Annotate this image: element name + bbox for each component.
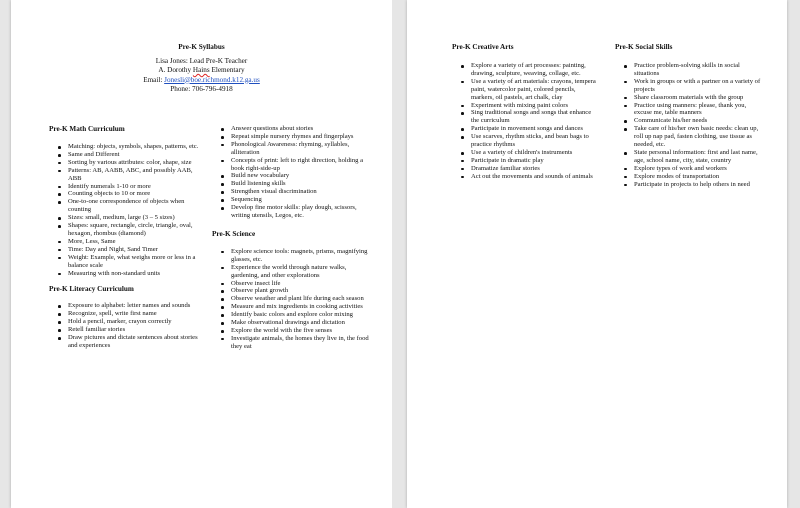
list-item: Act out the movements and sounds of animals xyxy=(452,173,600,181)
list-item: Identify numerals 1-10 or more xyxy=(49,183,201,191)
list-item: Experience the world through nature walks, gardening, and other explorations xyxy=(212,264,374,280)
list-item: Recognize, spell, write first name xyxy=(49,310,201,318)
phone-line: Phone: 706-796-4918 xyxy=(170,85,233,93)
list-item: Shapes: square, rectangle, circle, triangle, oval, hexagon, rhombus (diamond) xyxy=(49,222,201,238)
list-item: Observe insect life xyxy=(212,280,374,288)
list-item: Answer questions about stories xyxy=(212,125,374,133)
list-item: Identify basic colors and explore color mixing xyxy=(212,311,374,319)
syllabus-header xyxy=(11,43,392,95)
list-item: Practice using manners: please, thank you, excuse me, table manners xyxy=(615,102,763,118)
email-line xyxy=(11,76,392,86)
page-title: Pre-K Syllabus xyxy=(178,43,225,51)
list-item: Explore types of work and workers xyxy=(615,165,763,173)
list-item: Hold a pencil, marker, crayon correctly xyxy=(49,318,201,326)
list-item: Counting objects to 10 or more xyxy=(49,190,201,198)
list-item: Patterns: AB, AABB, ABC, and possibly AAB, ABB xyxy=(49,167,201,183)
list-item: Participate in projects to help others in need xyxy=(615,181,763,189)
teacher-line: Lisa Jones: Lead Pre-K Teacher xyxy=(155,56,248,65)
list-item: Sing traditional songs and songs that enhance the curriculum xyxy=(452,109,600,125)
list-item: Participate in movement songs and dances xyxy=(452,125,600,133)
list-item: Matching: objects, symbols, shapes, patterns, etc. xyxy=(49,143,201,151)
list-item: Same and Different xyxy=(49,151,201,159)
social-list xyxy=(615,62,763,189)
list-item: Draw pictures and dictate sentences about stories and experiences xyxy=(49,334,201,350)
list-item: Take care of his/her own basic needs: clean up, roll up nap pad, fasten clothing, use tissue as needed, etc. xyxy=(615,125,763,149)
list-item: Measure and mix ingredients in cooking activities xyxy=(212,303,374,311)
email-label: Email: xyxy=(143,75,165,84)
list-item: Experiment with mixing paint colors xyxy=(452,102,600,110)
list-item: Sequencing xyxy=(212,196,374,204)
list-item: State personal information: first and last name, age, school name, city, state, country xyxy=(615,149,763,165)
list-item: Dramatize familiar stories xyxy=(452,165,600,173)
list-item: Use a variety of children's instruments xyxy=(452,149,600,157)
list-item: Exposure to alphabet: letter names and sounds xyxy=(49,302,201,310)
list-item: Practice problem-solving skills in social situations xyxy=(615,62,763,78)
literacy-continued-list xyxy=(212,125,374,220)
list-item: Measuring with non-standard units xyxy=(49,270,201,278)
list-item: Explore the world with the five senses xyxy=(212,327,374,335)
list-item: Time: Day and Night, Sand Timer xyxy=(49,246,201,254)
list-item: Phonological Awareness: rhyming, syllables, alliteration xyxy=(212,141,374,157)
list-item: Build new vocabulary xyxy=(212,172,374,180)
email-link[interactable]: Jonesli@boe.richmond.k12.ga.us xyxy=(164,75,260,84)
list-item: Repeat simple nursery rhymes and fingerplays xyxy=(212,133,374,141)
school-suffix: Elementary xyxy=(209,66,245,74)
list-item: One-to-one correspondence of objects when counting xyxy=(49,198,201,214)
list-item: Observe plant growth xyxy=(212,287,374,295)
column-left xyxy=(49,125,201,350)
list-item: Observe weather and plant life during each season xyxy=(212,295,374,303)
list-item: Explore a variety of art processes: painting, drawing, sculpture, weaving, collage, etc. xyxy=(452,62,600,78)
column-social xyxy=(615,43,763,189)
column-middle xyxy=(212,125,374,351)
section-title-social: Pre-K Social Skills xyxy=(615,43,673,51)
list-item: Work in groups or with a partner on a variety of projects xyxy=(615,78,763,94)
list-item: Explore modes of transportation xyxy=(615,173,763,181)
list-item: Use scarves, rhythm sticks, and bean bags to practice rhythms xyxy=(452,133,600,149)
list-item: Sizes: small, medium, large (3 – 5 sizes) xyxy=(49,214,201,222)
section-title-math: Pre-K Math Curriculum xyxy=(49,125,125,133)
list-item: Sorting by various attributes: color, shape, size xyxy=(49,159,201,167)
section-title-science: Pre-K Science xyxy=(212,229,256,238)
spelling-flagged-word: Hains xyxy=(192,66,210,74)
document-page-2 xyxy=(407,0,787,508)
document-page-1 xyxy=(11,0,392,508)
list-item: Investigate animals, the homes they live in, the food they eat xyxy=(212,335,374,351)
list-item: More, Less, Same xyxy=(49,238,201,246)
school-prefix: A. Dorothy xyxy=(158,66,193,74)
list-item: Explore science tools: magnets, prisms, magnifying glasses, etc. xyxy=(212,248,374,264)
list-item: Participate in dramatic play xyxy=(452,157,600,165)
arts-list xyxy=(452,62,600,181)
section-title-arts: Pre-K Creative Arts xyxy=(452,43,514,51)
list-item: Strengthen visual discrimination xyxy=(212,188,374,196)
list-item: Weight: Example, what weighs more or less in a balance scale xyxy=(49,254,201,270)
list-item: Use a variety of art materials: crayons, tempera paint, watercolor paint, colored pencils, markers, oil pastels, art chalk, clay xyxy=(452,78,600,102)
list-item: Develop fine motor skills: play dough, scissors, writing utensils, Legos, etc. xyxy=(212,204,374,220)
section-title-literacy: Pre-K Literacy Curriculum xyxy=(49,285,134,294)
column-arts xyxy=(452,43,600,181)
list-item: Make observational drawings and dictation xyxy=(212,319,374,327)
list-item: Communicate his/her needs xyxy=(615,117,763,125)
page-gap xyxy=(392,0,407,508)
school-line xyxy=(11,66,392,76)
list-item: Share classroom materials with the group xyxy=(615,94,763,102)
list-item: Retell familiar stories xyxy=(49,326,201,334)
math-list xyxy=(49,143,201,277)
literacy-list xyxy=(49,302,201,349)
list-item: Concepts of print: left to right direction, holding a book right-side-up xyxy=(212,157,374,173)
science-list xyxy=(212,248,374,351)
list-item: Build listening skills xyxy=(212,180,374,188)
